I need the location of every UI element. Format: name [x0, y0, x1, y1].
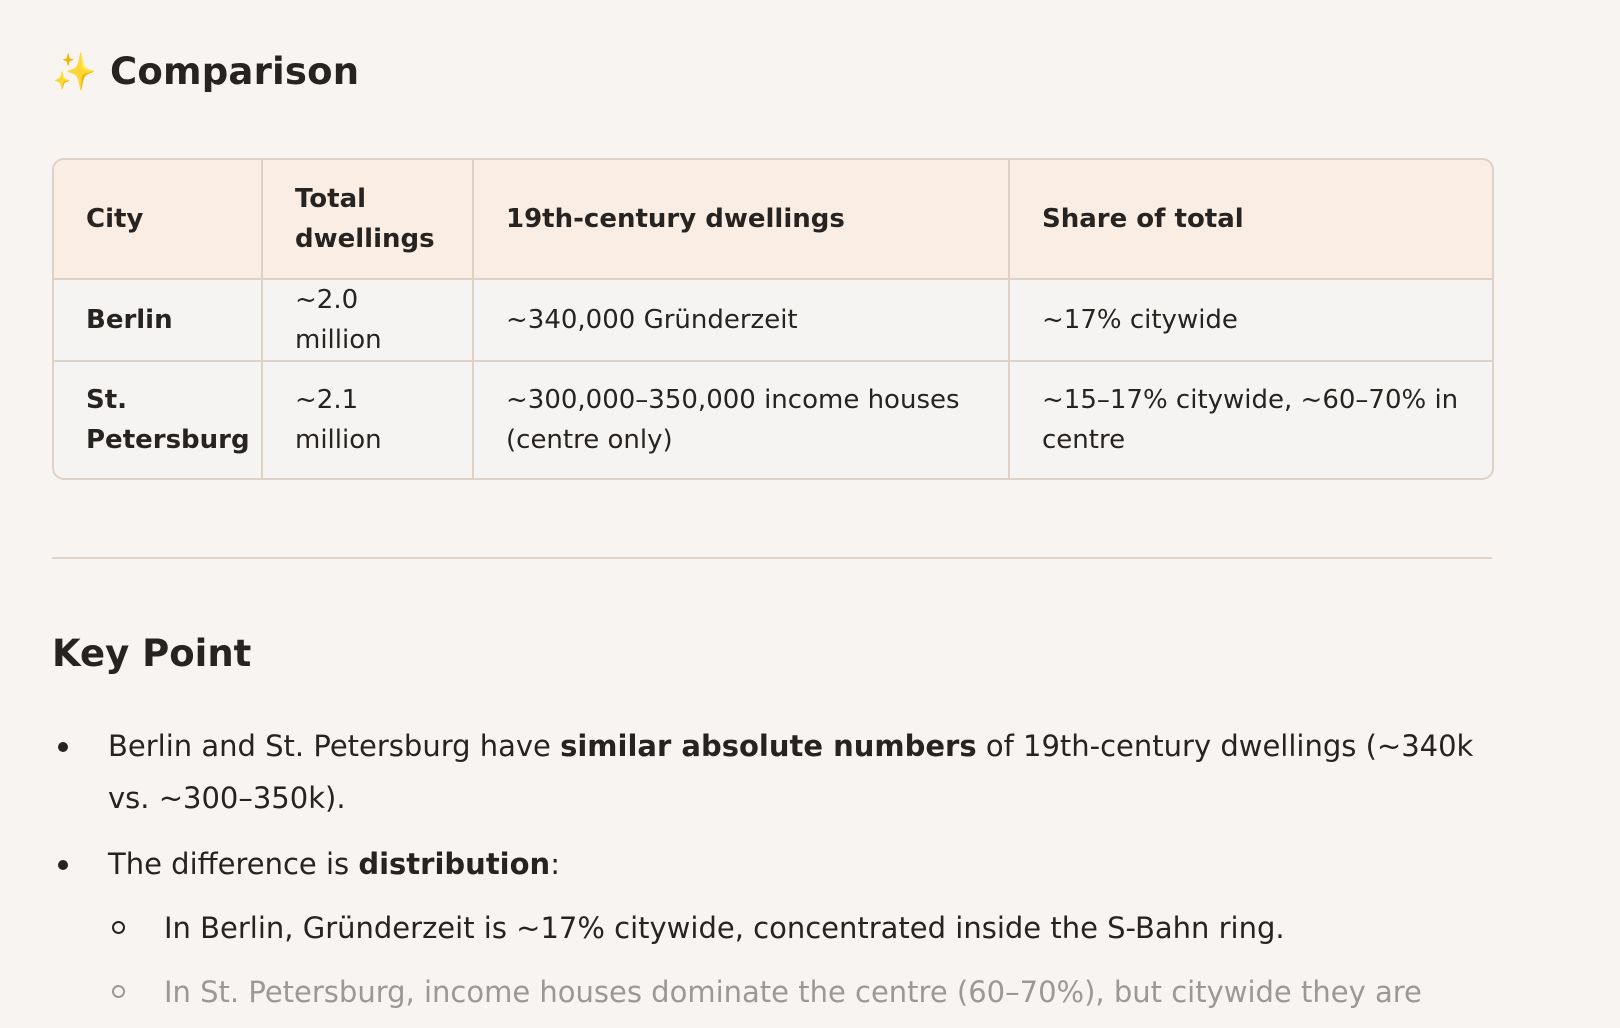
list-item	[52, 720, 1492, 824]
bullet-icon	[58, 860, 68, 870]
list-item	[52, 838, 1492, 890]
cell-city: St. Petersburg	[54, 361, 262, 478]
bullet-icon	[58, 742, 68, 752]
column-header-city: City	[54, 160, 262, 279]
bullet-text-after: of 19th-century dwellings (~340k vs. ~300–350k).	[108, 729, 1474, 815]
cell-total-dwellings: ~2.1 million	[262, 361, 473, 478]
table-row	[54, 279, 1492, 361]
bullet-text-bold: similar absolute numbers	[560, 729, 977, 763]
bullet-text-after: :	[550, 847, 560, 881]
key-point-list	[52, 720, 1492, 1018]
cell-19th-century-dwellings: ~300,000–350,000 income houses (centre only)	[473, 361, 1009, 478]
table-row	[54, 361, 1492, 478]
sub-item-text: In Berlin, Gründerzeit is ~17% citywide, concentrated inside the S-Bahn ring.	[164, 911, 1285, 945]
circle-bullet-icon	[112, 985, 125, 998]
bullet-text-before: The difference is	[108, 847, 359, 881]
table-header-row	[54, 160, 1492, 279]
bullet-text-before: Berlin and St. Petersburg have	[108, 729, 561, 763]
cell-19th-century-dwellings: ~340,000 Gründerzeit	[473, 279, 1009, 361]
section-divider	[52, 557, 1492, 559]
sub-list-item	[52, 902, 1492, 954]
comparison-title: Comparison	[110, 50, 360, 93]
sub-list-item	[52, 966, 1492, 1018]
comparison-heading	[52, 50, 359, 93]
column-header-share-of-total: Share of total	[1009, 160, 1492, 279]
comparison-table	[52, 158, 1494, 480]
cell-share-of-total: ~17% citywide	[1009, 279, 1492, 361]
bullet-text-bold: distribution	[358, 847, 551, 881]
key-point-heading: Key Point	[52, 632, 252, 675]
circle-bullet-icon	[112, 921, 125, 934]
cell-city: Berlin	[54, 279, 262, 361]
cell-share-of-total: ~15–17% citywide, ~60–70% in centre	[1042, 385, 1459, 455]
column-header-19th-century-dwellings: 19th-century dwellings	[473, 160, 1009, 279]
column-header-total-dwellings: Total dwellings	[262, 160, 473, 279]
sub-item-text: In St. Petersburg, income houses dominate the centre (60–70%), but citywide they are	[164, 975, 1422, 1009]
cell-total-dwellings: ~2.0 million	[262, 279, 473, 361]
sparkles-icon: ✨	[52, 51, 98, 93]
